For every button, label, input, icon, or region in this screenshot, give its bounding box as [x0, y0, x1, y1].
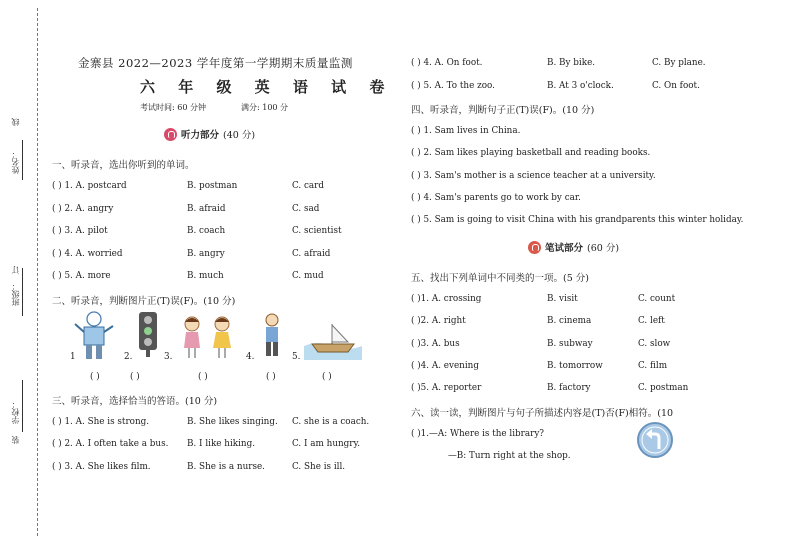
option-c: C. By plane. — [652, 58, 706, 68]
option-b: B. tomorrow — [547, 361, 603, 371]
school-line — [22, 380, 23, 432]
score-info: 满分: 100 分 — [241, 103, 289, 112]
name-label: 姓名： — [11, 150, 20, 174]
option-c: C. sad — [292, 204, 320, 214]
paper-title: 六 年 级 英 语 试 卷 — [140, 78, 394, 96]
part2-heading: 二、听录音，判断图片正(T)误(F)。(10 分) — [52, 296, 236, 307]
question: ( ) 5. A. more — [52, 271, 111, 281]
statement: ( ) 4. Sam's parents go to work by car. — [411, 193, 581, 203]
option-c: C. afraid — [292, 249, 331, 259]
option-b: B. much — [187, 271, 224, 281]
option-c: C. count — [638, 294, 676, 304]
turn-left-sign-icon — [636, 421, 674, 459]
option-c: C. I am hungry. — [292, 439, 361, 449]
time-info: 考试时间: 60 分钟 — [140, 103, 206, 112]
question: ( )4. A. evening — [411, 361, 479, 371]
option-b: B. coach — [187, 226, 226, 236]
writing-badge — [528, 240, 619, 254]
pencil-icon — [528, 241, 541, 254]
writing-badge-score: (60 分) — [587, 243, 620, 254]
picture-number: 1 — [70, 352, 76, 362]
question: ( ) 5. A. To the zoo. — [411, 81, 495, 91]
question: ( ) 3. A. She likes film. — [52, 462, 151, 472]
question: ( ) 3. A. pilot — [52, 226, 108, 236]
listening-badge-label: 听力部分 — [181, 130, 220, 141]
option-c: C. she is a coach. — [292, 417, 370, 427]
writing-badge-label: 笔试部分 — [545, 243, 584, 254]
question: ( )2. A. right — [411, 316, 466, 326]
part6-heading: 六、读一读，判断图片与句子所描述内容是(T)否(F)相符。(10 — [411, 408, 674, 419]
question: ( ) 1. A. She is strong. — [52, 417, 150, 427]
question: ( ) 1. A. postcard — [52, 181, 127, 191]
binding-mark-ding: 订 — [11, 266, 20, 274]
option-c: C. mud — [292, 271, 324, 281]
option-b: B. factory — [547, 383, 591, 393]
option-b: B. She is a nurse. — [187, 462, 265, 472]
question: ( )1.—A: Where is the library? — [411, 429, 545, 439]
boy-image — [258, 312, 286, 360]
part4-heading: 四、听录音，判断句子正(T)误(F)。(10 分) — [411, 105, 595, 116]
option-c: C. On foot. — [652, 81, 700, 91]
picture-number: 4. — [246, 352, 255, 362]
statement: ( ) 5. Sam is going to visit China with his grandparents this winter holiday. — [411, 215, 744, 225]
answer-blank[interactable]: ( ) — [266, 372, 276, 382]
question: ( ) 2. A. angry — [52, 204, 114, 214]
option-c: C. left — [638, 316, 665, 326]
option-b: B. At 3 o'clock. — [547, 81, 614, 91]
option-c: C. slow — [638, 339, 671, 349]
robot-image — [72, 310, 116, 362]
traffic-light-image — [136, 310, 160, 358]
answer-blank[interactable]: ( ) — [322, 372, 332, 382]
two-girls-image — [176, 314, 240, 360]
question: ( ) 2. A. I often take a bus. — [52, 439, 169, 449]
name-line — [22, 140, 23, 180]
option-b: B. By bike. — [547, 58, 596, 68]
question: ( )3. A. bus — [411, 339, 460, 349]
statement: ( ) 2. Sam likes playing basketball and reading books. — [411, 148, 651, 158]
binding-dashed-line — [37, 8, 38, 536]
option-b: B. subway — [547, 339, 593, 349]
picture-number: 3. — [164, 352, 173, 362]
statement: ( ) 3. Sam's mother is a science teacher at a university. — [411, 171, 656, 181]
binding-mark-xian: 线 — [11, 118, 20, 126]
option-b: B. She likes singing. — [187, 417, 278, 427]
option-b: B. I like hiking. — [187, 439, 256, 449]
boat-image — [304, 320, 362, 360]
listening-badge — [164, 127, 255, 141]
option-c: C. postman — [638, 383, 689, 393]
question: ( )1. A. crossing — [411, 294, 482, 304]
answer-blank[interactable]: ( ) — [198, 372, 208, 382]
headphone-icon — [164, 128, 177, 141]
question: ( ) 4. A. worried — [52, 249, 123, 259]
picture-number: 2. — [124, 352, 133, 362]
answer-blank[interactable]: ( ) — [130, 372, 140, 382]
option-b: B. angry — [187, 249, 225, 259]
picture-number: 5. — [292, 352, 301, 362]
option-c: C. card — [292, 181, 325, 191]
class-line — [22, 268, 23, 316]
option-c: C. She is ill. — [292, 462, 346, 472]
school-label: 学校： — [11, 400, 20, 424]
exam-title: 金寨县 2022—2023 学年度第一学期期末质量监测 — [78, 56, 353, 70]
option-b: B. visit — [547, 294, 578, 304]
listening-badge-score: (40 分) — [223, 130, 256, 141]
answer-blank[interactable]: ( ) — [90, 372, 100, 382]
part1-heading: 一、听录音，选出你听到的单词。 — [52, 160, 195, 171]
part5-heading: 五、找出下列单词中不同类的一项。(5 分) — [411, 273, 589, 284]
part3-heading: 三、听录音，选择恰当的答语。(10 分) — [52, 396, 218, 407]
option-b: B. afraid — [187, 204, 226, 214]
option-b: B. postman — [187, 181, 238, 191]
option-c: C. film — [638, 361, 668, 371]
question: ( )5. A. reporter — [411, 383, 482, 393]
option-c: C. scientist — [292, 226, 342, 236]
answer-line: —B: Turn right at the shop. — [448, 451, 571, 461]
question: ( ) 4. A. On foot. — [411, 58, 483, 68]
statement: ( ) 1. Sam lives in China. — [411, 126, 521, 136]
binding-mark-zhuang: 装 — [11, 436, 20, 444]
option-b: B. cinema — [547, 316, 592, 326]
class-label: 班级： — [11, 282, 20, 306]
